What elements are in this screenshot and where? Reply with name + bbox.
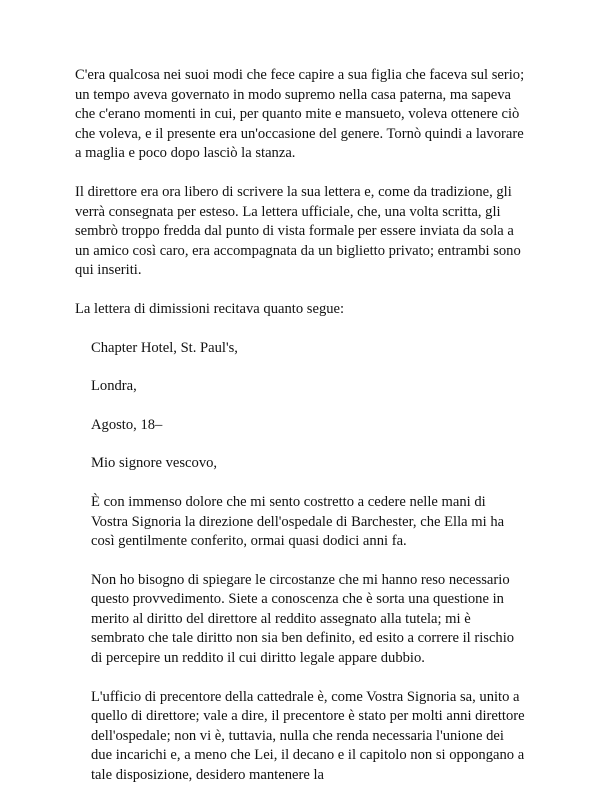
document-page bbox=[75, 66, 525, 805]
letter-body-paragraph: È con immenso dolore che mi sento costretto a cedere nelle mani di Vostra Signoria la direzione dell'ospedale di Barchester, che Ella mi ha così gentilmente conferito, ormai quasi dodici anni fa. bbox=[91, 493, 505, 550]
letter-salutation: Mio signore vescovo, bbox=[91, 455, 218, 472]
letter-date: Agosto, 18– bbox=[91, 416, 163, 433]
paragraph-daughter: C'era qualcosa nei suoi modi che fece capire a sua figlia che faceva sul serio; un tempo aveva governato in modo supremo nella casa paterna, ma sapeva che c'erano momenti in cui, per quanto mite e mansueto, voleva ottenere ciò che voleva, e il presente era un'occasione del genere. Tornò quindi a lavorare a maglia e poco dopo lasciò la stanza. bbox=[75, 67, 525, 162]
paragraph-warden-letter: Il direttore era ora libero di scrivere la sua lettera e, come da tradizione, gli verrà consegnata per esteso. La lettera ufficiale, che, una volta scritta, gli sembrò troppo fredda dal punto di vista formale per essere inviata da sola a un amico così caro, era accompagnata da un biglietto privato; entrambi sono qui inseriti. bbox=[75, 183, 521, 279]
letter-city: Londra, bbox=[91, 378, 137, 395]
letter-body-paragraph: L'ufficio di precentore della cattedrale è, come Vostra Signoria sa, unito a quello di direttore; vale a dire, il precentore è stato per molti anni direttore dell'ospedale; non vi è, tuttavia, nulla che renda necessaria l'unione dei due incarichi e, a meno che Lei, il decano e il capitolo non si oppongano a tale disposizione, desidero mantenere la bbox=[91, 688, 525, 784]
letter-address: Chapter Hotel, St. Paul's, bbox=[91, 339, 238, 356]
paragraph-resignation-intro: La lettera di dimissioni recitava quanto segue: bbox=[75, 300, 345, 317]
letter-body-paragraph: Non ho bisogno di spiegare le circostanze che mi hanno reso necessario questo provvedimento. Siete a conoscenza che è sorta una questione in merito al diritto del direttore al reddito assegnato alla tutela; mi è sembrato che tale diritto non sia ben definito, ed esito a correre il rischio di percepire un reddito il cui diritto legale appare dubbio. bbox=[91, 571, 515, 667]
